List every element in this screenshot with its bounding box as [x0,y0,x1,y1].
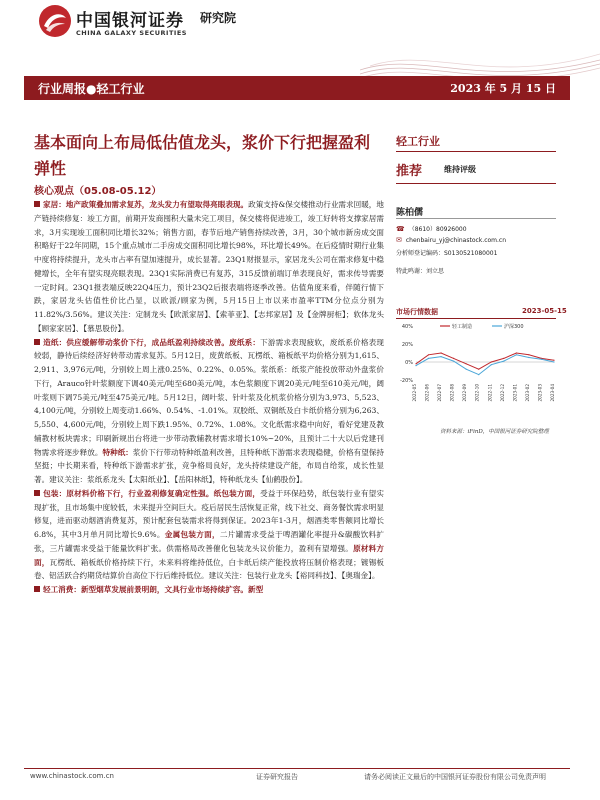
section-label: 轻工消费： [43,585,81,594]
series-line-2 [416,355,554,375]
section-headline: 新型烟草发展前景明朗，文具行业市场持续扩容。新型 [80,585,264,594]
data-point [428,354,429,355]
section-paper [34,336,384,487]
data-point [440,352,441,353]
institute-label: 研究院 [200,11,237,25]
section-label: 包装： [43,488,67,498]
analyst-email[interactable] [396,236,506,244]
market-chart [390,320,560,420]
data-point [453,361,454,362]
data-point [466,369,467,370]
data-point [415,363,416,364]
section-text: 二片罐需求受益于啤酒罐化率提升&碳酸饮料扩张，三片罐需求受益于能量饮料扩张。供需格局改善催化包装龙头议价能力，盈利有望增强。 [34,530,384,553]
data-point [491,364,492,365]
section-label: 造纸： [43,337,67,347]
report-category: 行业周报●轻工行业 [38,82,145,96]
report-title: 基本面向上布局低估值龙头，浆价下行把握盈利弹性 [34,133,371,178]
legend-label: 轻工制造 [452,324,473,330]
data-point [466,363,467,364]
data-point [528,354,529,355]
data-point [528,357,529,358]
data-point [491,361,492,362]
section-label: 家居： [43,200,66,209]
x-tick-label: 2022-07 [437,384,443,402]
chart-title: 市场行情数据 [396,308,438,316]
subsection-label: 特种纸： [102,447,133,457]
analyst-license: 分析师登记编码：S0130521080001 [396,250,498,257]
footer-url[interactable]: www.chinastock.com.cn [30,772,114,780]
bullet-icon [34,490,40,496]
analyst-phone [396,224,467,233]
section-headline: 原材料价格下行，行业盈利修复确定性强。 [66,488,214,498]
x-tick-label: 2022-12 [499,384,505,402]
data-point [553,361,554,362]
data-point [453,358,454,359]
divider [396,151,556,152]
data-point [503,358,504,359]
x-tick-label: 2022-09 [462,384,468,402]
mail-icon: ✉ [396,236,402,244]
subsection-label: 金属包装方面， [164,530,220,539]
legend-label: 沪深300 [504,324,524,330]
data-point [428,358,429,359]
section-text: 受益于环保趋势，纸包装行业有望实现扩张，且市场集中度较低，未来提升空间巨大。疫后居民生活恢复正常，线下社交、商务餐饮需求明显修复，进而驱动烟酒消费复苏，预计配套包装需求将得到保证。2023年1-3月，烟酒类零售额同比增长6.8%，其中3月单月同比增长9.6%。 [34,488,384,539]
rating-status: 维持评级 [444,164,476,174]
x-tick-label: 2023-04 [550,384,555,402]
rating-recommend: 推荐 [396,164,423,179]
divider [396,218,556,219]
x-tick-label: 2022-11 [487,384,493,402]
report-header [0,0,600,60]
subsection-label: 纸包装方面， [213,488,261,498]
x-tick-label: 2023-01 [512,384,518,402]
analyst-name: 陈柏儒 [396,208,424,218]
chart-source: 资料来源：iFinD，中国银河证券研究院整理 [440,429,549,435]
footer-center: 证券研究报告 [256,773,298,781]
y-tick-label: -20% [400,378,413,384]
report-date: 2023 年 5 月 15 日 [450,82,556,95]
y-tick-label: 0% [405,360,413,366]
subsection-label: 废纸系： [229,337,261,347]
section-text: 政策支持&保交楼推动行业需求回暖，地产链持续修复：竣工方面，前期开发商囤积大量未完工项目，保交楼将促进竣工，竣工好转将支撑家居需求，3月实现竣工面积同比增长32%；销售方面，春节后地产销售持续改善，3月，30个城市新房成交面积略好于22年同期，15个重点城市二手房成交面积同比增长98%，环比增长49%。在后疫情时期行业集中度将持续提升，龙头市占率有望加速提升，成长显著。23Q1财报显示，家居龙头公司在需求修复中稳健增长，全年有望实现亮眼表现。23Q1实际消费已有复苏，315反馈前端订单表现良好，需求传导需要一定时间。23Q1报表端反映22Q4压力，预计23Q2后报表端将逐季改善。估值角度来看，伴随行情下跌，家居龙头估值性价比凸显，以欧派/顾家为例，5月15日上市以来市盈率TTM分位点分别为11.82%/3.56%。建议关注：定制龙头【欧派家居】、【索菲亚】、【志邦家居】及【金牌厨柜】；软体龙头【顾家家居】、【慕思股份】。 [34,200,384,333]
sector-name: 轻工行业 [396,135,440,148]
section-text: 瓦楞纸、箱板纸价格持续下行，未来料将维持低位，白卡纸后续产能投放将压制价格表现；镀锡板卷、铝活跃合约期货结算价自高位下行后维持低位。建议关注：包装行业龙头【裕同科技】、【奥瑞金】。 [34,557,384,581]
data-point [541,359,542,360]
series-line-1 [416,353,554,369]
x-tick-label: 2022-06 [424,384,430,402]
data-point [478,374,479,375]
data-point [516,354,517,355]
bullet-icon [34,586,40,592]
y-tick-label: 40% [401,324,413,330]
divider [396,318,556,319]
data-point [478,369,479,370]
section-text: 下游需求表现疲软，废纸系价格表现较弱，静待后续经济好转带动需求复苏。5月12日，废黄纸板、瓦楞纸、箱板纸平均价格分别为1,615、2,911、3,976元/吨，分别较上周上涨0.25%、0.22%、0.05%。浆纸系：纸浆产能投放带动外盘浆价下行，Arauco针叶浆额度下调40美元/吨至680美元/吨，本色浆额度下调20美元/吨至610美元/吨，阔叶浆则下调75美元/吨至475美元/吨。5月12日，阔叶浆、针叶浆及化机浆价格分别为3,973、5,523、4,100元/吨，分别较上周变动1.66%、0.54%、-1.01%。双胶纸、双铜纸及白卡纸价格分别为6,263、5,550、4,600元/吨，分别较上周下跌1.95%、0.72%、1.08%。文化纸需求稳中向好，看好党建及教辅教材板块需求；印刷新规出台将进一步带动教辅教材需求增长10%~20%，且预计二十大以后党建刊物需求将逐步释放。 [34,337,384,457]
x-tick-label: 2022-05 [412,384,417,402]
phone-text: （8610）80926000 [408,226,467,233]
data-point [440,356,441,357]
x-tick-label: 2023-03 [537,384,543,402]
chart-date: 2023-05-15 [522,307,567,315]
footer-divider [24,768,570,769]
phone-icon: ☎ [396,225,405,233]
email-text[interactable]: chenbairu_yj@chinastock.com.cn [405,237,507,244]
footer-disclaimer: 请务必阅读正文最后的中国银河证券股份有限公司免责声明 [364,773,546,781]
logo-chinese-name: 中国银河证券 [76,11,184,31]
bullet-icon [34,339,40,345]
y-tick-label: 20% [401,342,413,348]
contributor-note: 特此鸣谢：刘立思 [396,268,445,275]
report-body [34,198,384,754]
bullet-icon [34,201,40,207]
section-headline: 地产政策叠加需求复苏，龙头发力有望取得亮眼表现。 [65,200,249,209]
section-light-consumer [34,583,384,597]
data-point [516,352,517,353]
section-text: 浆价下行带动特种纸盈利改善，且特种纸下游需求表现稳健，价格有望保持坚挺；中长期来看，特种纸下游需求扩张，竞争格局良好，龙头持续建设产能，布局自给浆，成长性显著。建议关注：浆纸系龙头【太阳纸业】、【岳阳林纸】，特种纸龙头【仙鹤股份】。 [34,447,384,484]
section-home-furnishing [34,198,384,336]
galaxy-logo-icon [38,4,72,38]
data-point [553,360,554,361]
report-type-band [24,76,570,100]
x-tick-label: 2022-10 [474,384,480,402]
data-point [503,361,504,362]
core-views-heading: 核心观点（05.08-05.12） [34,186,162,197]
data-point [415,365,416,366]
x-tick-label: 2022-08 [449,384,455,402]
logo-english-name: CHINA GALAXY SECURITIES [76,29,187,37]
divider [396,183,556,184]
x-tick-label: 2023-02 [524,384,530,402]
section-headline: 供应缓解带动浆价下行，成品纸盈利持续改善。 [66,337,230,347]
subsection-label: 原材料方面， [34,543,384,567]
section-packaging [34,487,384,583]
